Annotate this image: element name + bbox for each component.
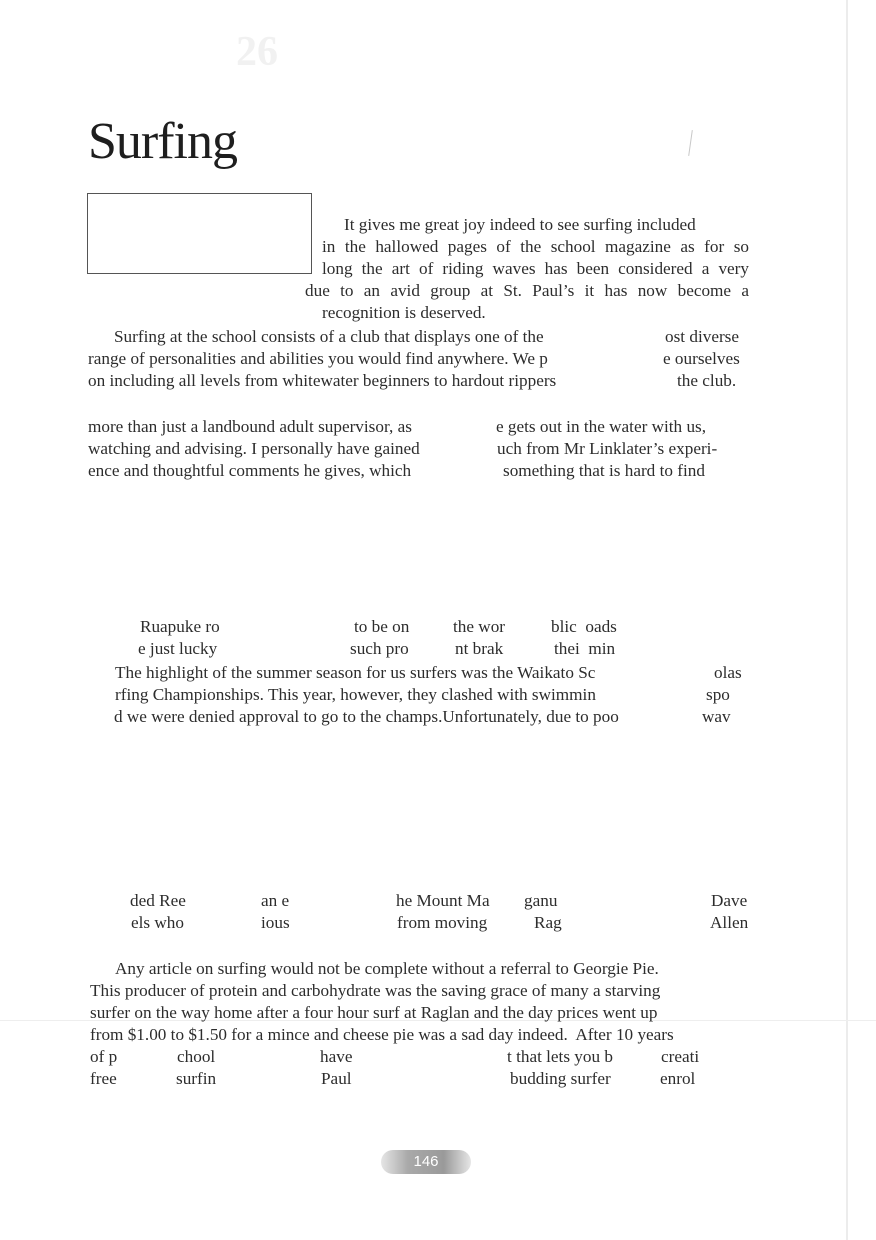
para3-line-1-end: e gets out in the water with us, <box>496 417 707 436</box>
fragment-text: the wor <box>453 617 506 636</box>
fragment-text: Allen <box>710 913 749 932</box>
fragment-text: ganu <box>524 891 558 910</box>
fragment-text: els who <box>131 913 184 932</box>
page-number-badge: 146 <box>381 1150 471 1174</box>
para5-line-3: surfer on the way home after a four hour surf at Raglan and the day prices went up <box>90 1003 658 1022</box>
fragment-text: budding surfer <box>510 1069 611 1088</box>
para3-line-2-end: uch from Mr Linklater’s experi- <box>497 439 718 458</box>
article-title: Surfing <box>88 113 237 170</box>
page-edge <box>846 0 848 1240</box>
fragment-text: Ruapuke ro <box>140 617 220 636</box>
para2-line-1: Surfing at the school consists of a club that displays one of the <box>114 327 544 346</box>
fragment-text: enrol <box>660 1069 696 1088</box>
fragment-text: to be on <box>354 617 410 636</box>
fragment-text: t that lets you b <box>507 1047 613 1066</box>
fragment-text: creati <box>661 1047 700 1066</box>
fragment-text: Dave <box>711 891 748 910</box>
para4-line-3-end: wav <box>702 707 731 726</box>
para3-line-3: ence and thoughtful comments he gives, which <box>88 461 412 480</box>
para5-line-1: Any article on surfing would not be complete without a referral to Georgie Pie. <box>115 959 659 978</box>
fragment-text: Rag <box>534 913 562 932</box>
fragment-text: ious <box>261 913 290 932</box>
para3-line-2: watching and advising. I personally have gained <box>88 439 420 458</box>
photo-placeholder-box <box>87 193 312 274</box>
fragment-text: chool <box>177 1047 216 1066</box>
fragment-text: blic oads <box>551 617 617 636</box>
para2-line-1-end: ost diverse <box>665 327 739 346</box>
faint-section-number: 26 <box>236 29 278 75</box>
fragment-text: e just lucky <box>138 639 218 658</box>
para2-line-2-end: e ourselves <box>663 349 740 368</box>
para5-line-4: from $1.00 to $1.50 for a mince and cheese pie was a sad day indeed. After 10 years <box>90 1025 674 1044</box>
para3-line-1: more than just a landbound adult supervisor, as <box>88 417 412 436</box>
fragment-text: surfin <box>176 1069 217 1088</box>
fragment-text: Paul <box>321 1069 352 1088</box>
para2-line-2: range of personalities and abilities you would find anywhere. We p <box>88 349 548 368</box>
fragment-text: free <box>90 1069 117 1088</box>
para4-line-2-end: spo <box>706 685 730 704</box>
para1-line-4: due to an avid group at St. Paul’s it has now become a <box>305 281 749 300</box>
fragment-text: ded Ree <box>130 891 186 910</box>
para3-line-3-end: something that is hard to find <box>503 461 705 480</box>
fragment-text: an e <box>261 891 290 910</box>
para2-line-3: on including all levels from whitewater beginners to hardout rippers <box>88 371 557 390</box>
para2-line-3-end: the club. <box>677 371 737 390</box>
fragment-text: of p <box>90 1047 118 1066</box>
fragment-text: thei min <box>554 639 616 658</box>
para4-line-1: The highlight of the summer season for us surfers was the Waikato Sc <box>115 663 596 682</box>
para1-line-1: It gives me great joy indeed to see surfing included <box>344 215 696 234</box>
para4-line-3: d we were denied approval to go to the champs.Unfortunately, due to poo <box>114 707 619 726</box>
stray-pen-mark <box>688 130 693 156</box>
fragment-text: have <box>320 1047 353 1066</box>
fragment-text: from moving <box>397 913 488 932</box>
para4-line-1-end: olas <box>714 663 742 682</box>
para4-line-2: rfing Championships. This year, however, they clashed with swimmin <box>115 685 596 704</box>
para5-line-2: This producer of protein and carbohydrate was the saving grace of many a starving <box>90 981 661 1000</box>
para1-line-3: long the art of riding waves has been considered a very <box>322 259 749 278</box>
para1-line-5: recognition is deserved. <box>322 303 486 322</box>
fragment-text: he Mount Ma <box>396 891 490 910</box>
para1-line-2: in the hallowed pages of the school magazine as for so <box>322 237 749 256</box>
fragment-text: such pro <box>350 639 409 658</box>
fragment-text: nt brak <box>455 639 504 658</box>
